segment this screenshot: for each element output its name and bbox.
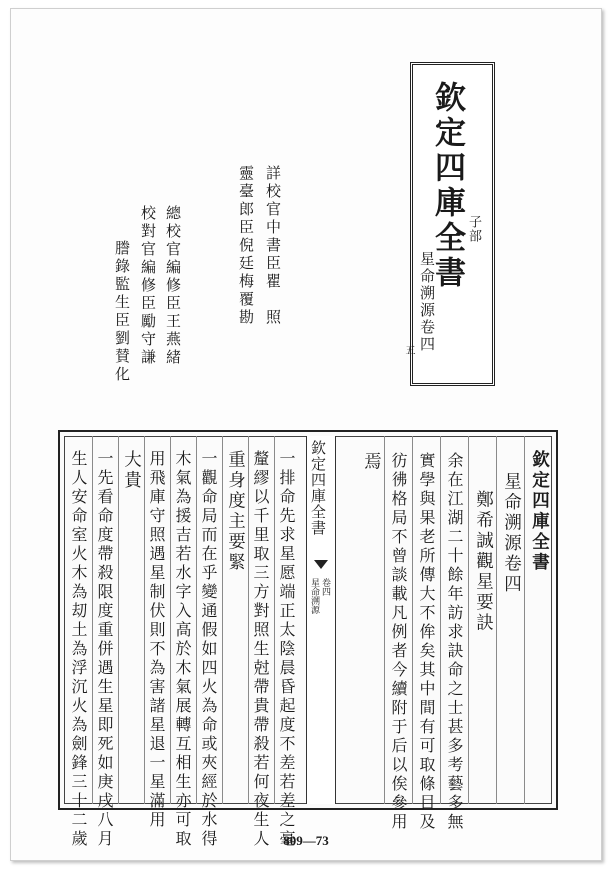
text-column: 鄭希誠觀星要訣 (473, 490, 494, 634)
column-rule (412, 436, 413, 804)
cover-title: 欽定四庫全書 (429, 81, 465, 291)
text-column: 實學與果老所傳大不侔矣其中間有可取條目及 (417, 452, 436, 832)
text-column: 欽定四庫全書 (529, 450, 550, 573)
official-line: 謄錄監生臣劉賛化 (113, 240, 131, 384)
column-rule (524, 436, 525, 804)
text-column: 彷彿格局不曾談載凡例者今續附于后以俟參用 (389, 452, 408, 832)
column-rule (384, 436, 385, 804)
text-column: 用飛庫守照遇星制伏則不為害諸星退一星滿用 (147, 450, 166, 830)
cover-category: 子部 (466, 215, 481, 243)
text-column: 一排命先求星愿端正太陰晨昏起度不差若差之毫 (277, 450, 296, 849)
column-rule (170, 436, 171, 804)
column-rule (92, 436, 93, 804)
cover-book-volume: 星命溯源卷四 (418, 251, 436, 353)
strip-subtitle: 星命溯源 (309, 578, 319, 614)
official-line: 詳校官中書臣瞿 照 (264, 165, 282, 327)
column-rule (274, 436, 275, 804)
text-column: 余在江湖二十餘年訪求訣命之士甚多考藝多無 (445, 452, 464, 832)
text-column: 釐繆以千里取三方對照生尅帶貴帶殺若何夜生人 (251, 450, 270, 849)
official-line: 靈臺郎臣倪廷梅覆勘 (237, 165, 255, 327)
column-rule (144, 436, 145, 804)
official-line: 總校官編修臣王燕緒 (164, 205, 182, 367)
cover-book-number: 五 (403, 345, 414, 355)
text-column: 焉 (361, 452, 382, 473)
center-fold-strip (306, 436, 336, 804)
cover-label (403, 62, 495, 386)
column-rule (222, 436, 223, 804)
strip-volume: 卷四 (320, 578, 330, 596)
text-column: 一先看命度帶殺限度重併遇生星即死如庚戌八月 (95, 450, 114, 849)
column-rule (196, 436, 197, 804)
official-line: 校對官編修臣勵守謙 (139, 205, 157, 367)
column-rule (440, 436, 441, 804)
fish-tail-mark-icon (314, 560, 328, 569)
text-column: 生人安命室火木為刧土為浮沉火為劍鋒三十二歲 (69, 450, 88, 849)
text-column: 大貴 (121, 450, 142, 491)
column-rule (248, 436, 249, 804)
column-rule (118, 436, 119, 804)
text-column: 重身度主要緊 (225, 450, 246, 573)
strip-title: 欽定四庫全書 (309, 440, 327, 536)
text-column: 一觀命局而在乎變通假如四火為命或夾經於水得 (199, 450, 218, 849)
text-column: 木氣為援吉若水字入高於木氣展轉互相生亦可取 (173, 450, 192, 849)
text-column: 星命溯源卷四 (501, 472, 522, 595)
page-number: 809—73 (283, 833, 329, 848)
column-rule (468, 436, 469, 804)
column-rule (496, 436, 497, 804)
